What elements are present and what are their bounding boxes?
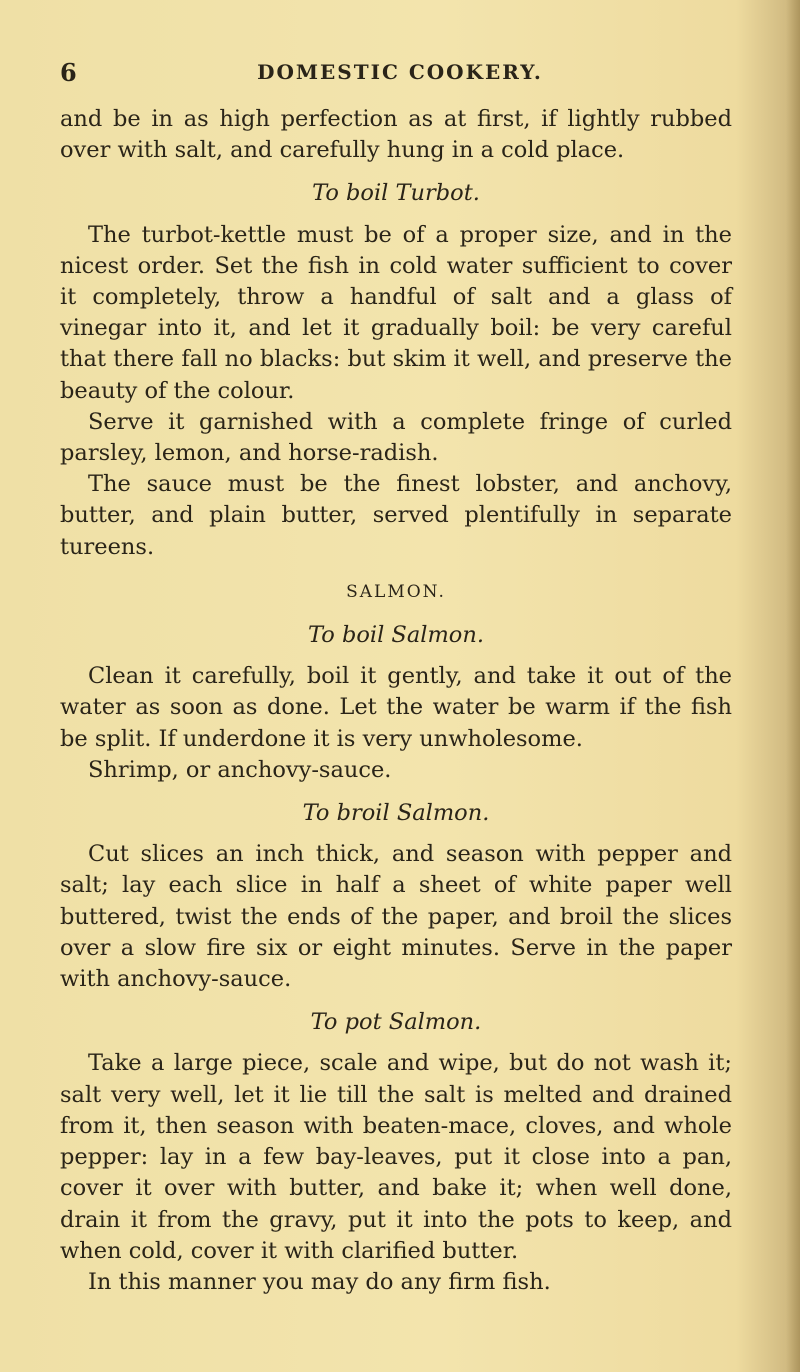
paragraph: Cut slices an inch thick, and season with pepper and salt; lay each slice in half a sheet of white paper well buttered, twist the ends of the paper, and broil the slices over a slow fire six or eight minutes. Serve in the paper with anchovy-sauce. (60, 841, 732, 993)
page-edge-shadow (786, 0, 800, 1372)
recipe-heading-broil-salmon: To broil Salmon. (302, 800, 490, 827)
paragraph: The turbot-kettle must be of a proper size, and in the nicest order. Set the fish in cold water sufficient to cover it completely, throw a handful of salt and a glass of vinegar into it, and let it gradually boil: be very careful that there fall no blacks: but skim it well, and preserve the beauty of the colour. (60, 221, 732, 404)
page-number: 6 (60, 58, 77, 87)
intro-paragraph: and be in as high perfection as at first, if lightly rubbed over with salt, and carefully hung in a cold place. (60, 106, 732, 164)
running-head: DOMESTIC COOKERY. (257, 60, 543, 84)
paragraph: Take a large piece, scale and wipe, but do not wash it; salt very well, let it lie till the salt is melted and drained from it, then season with beaten-mace, cloves, and whole pepper: lay in a few bay-leaves, put it close into a pan, cover it over with butter, and bake it; when well done, drain it from the gravy, put it into the pots to keep, and when cold, cover it with clarified butter. (60, 1050, 732, 1264)
recipe-heading-boil-salmon: To boil Salmon. (307, 622, 484, 649)
paragraph: Shrimp, or anchovy-sauce. (88, 756, 392, 783)
section-title-salmon: SALMON. (346, 581, 446, 602)
paragraph: Clean it carefully, boil it gently, and take it out of the water as soon as done. Let the water be warm if the fish be split. If underdone it is very unwholesome. (60, 663, 732, 752)
page-header (60, 58, 740, 88)
paragraph: The sauce must be the finest lobster, and anchovy, butter, and plain butter, served plentifully in separate tureens. (60, 471, 732, 560)
paragraph: Serve it garnished with a complete fringe of curled parsley, lemon, and horse-radish. (60, 408, 732, 467)
recipe-heading-boil-turbot: To boil Turbot. (312, 180, 480, 207)
paragraph: In this manner you may do any firm fish. (88, 1268, 551, 1295)
page-content (60, 104, 732, 1298)
recipe-heading-pot-salmon: To pot Salmon. (310, 1009, 482, 1036)
